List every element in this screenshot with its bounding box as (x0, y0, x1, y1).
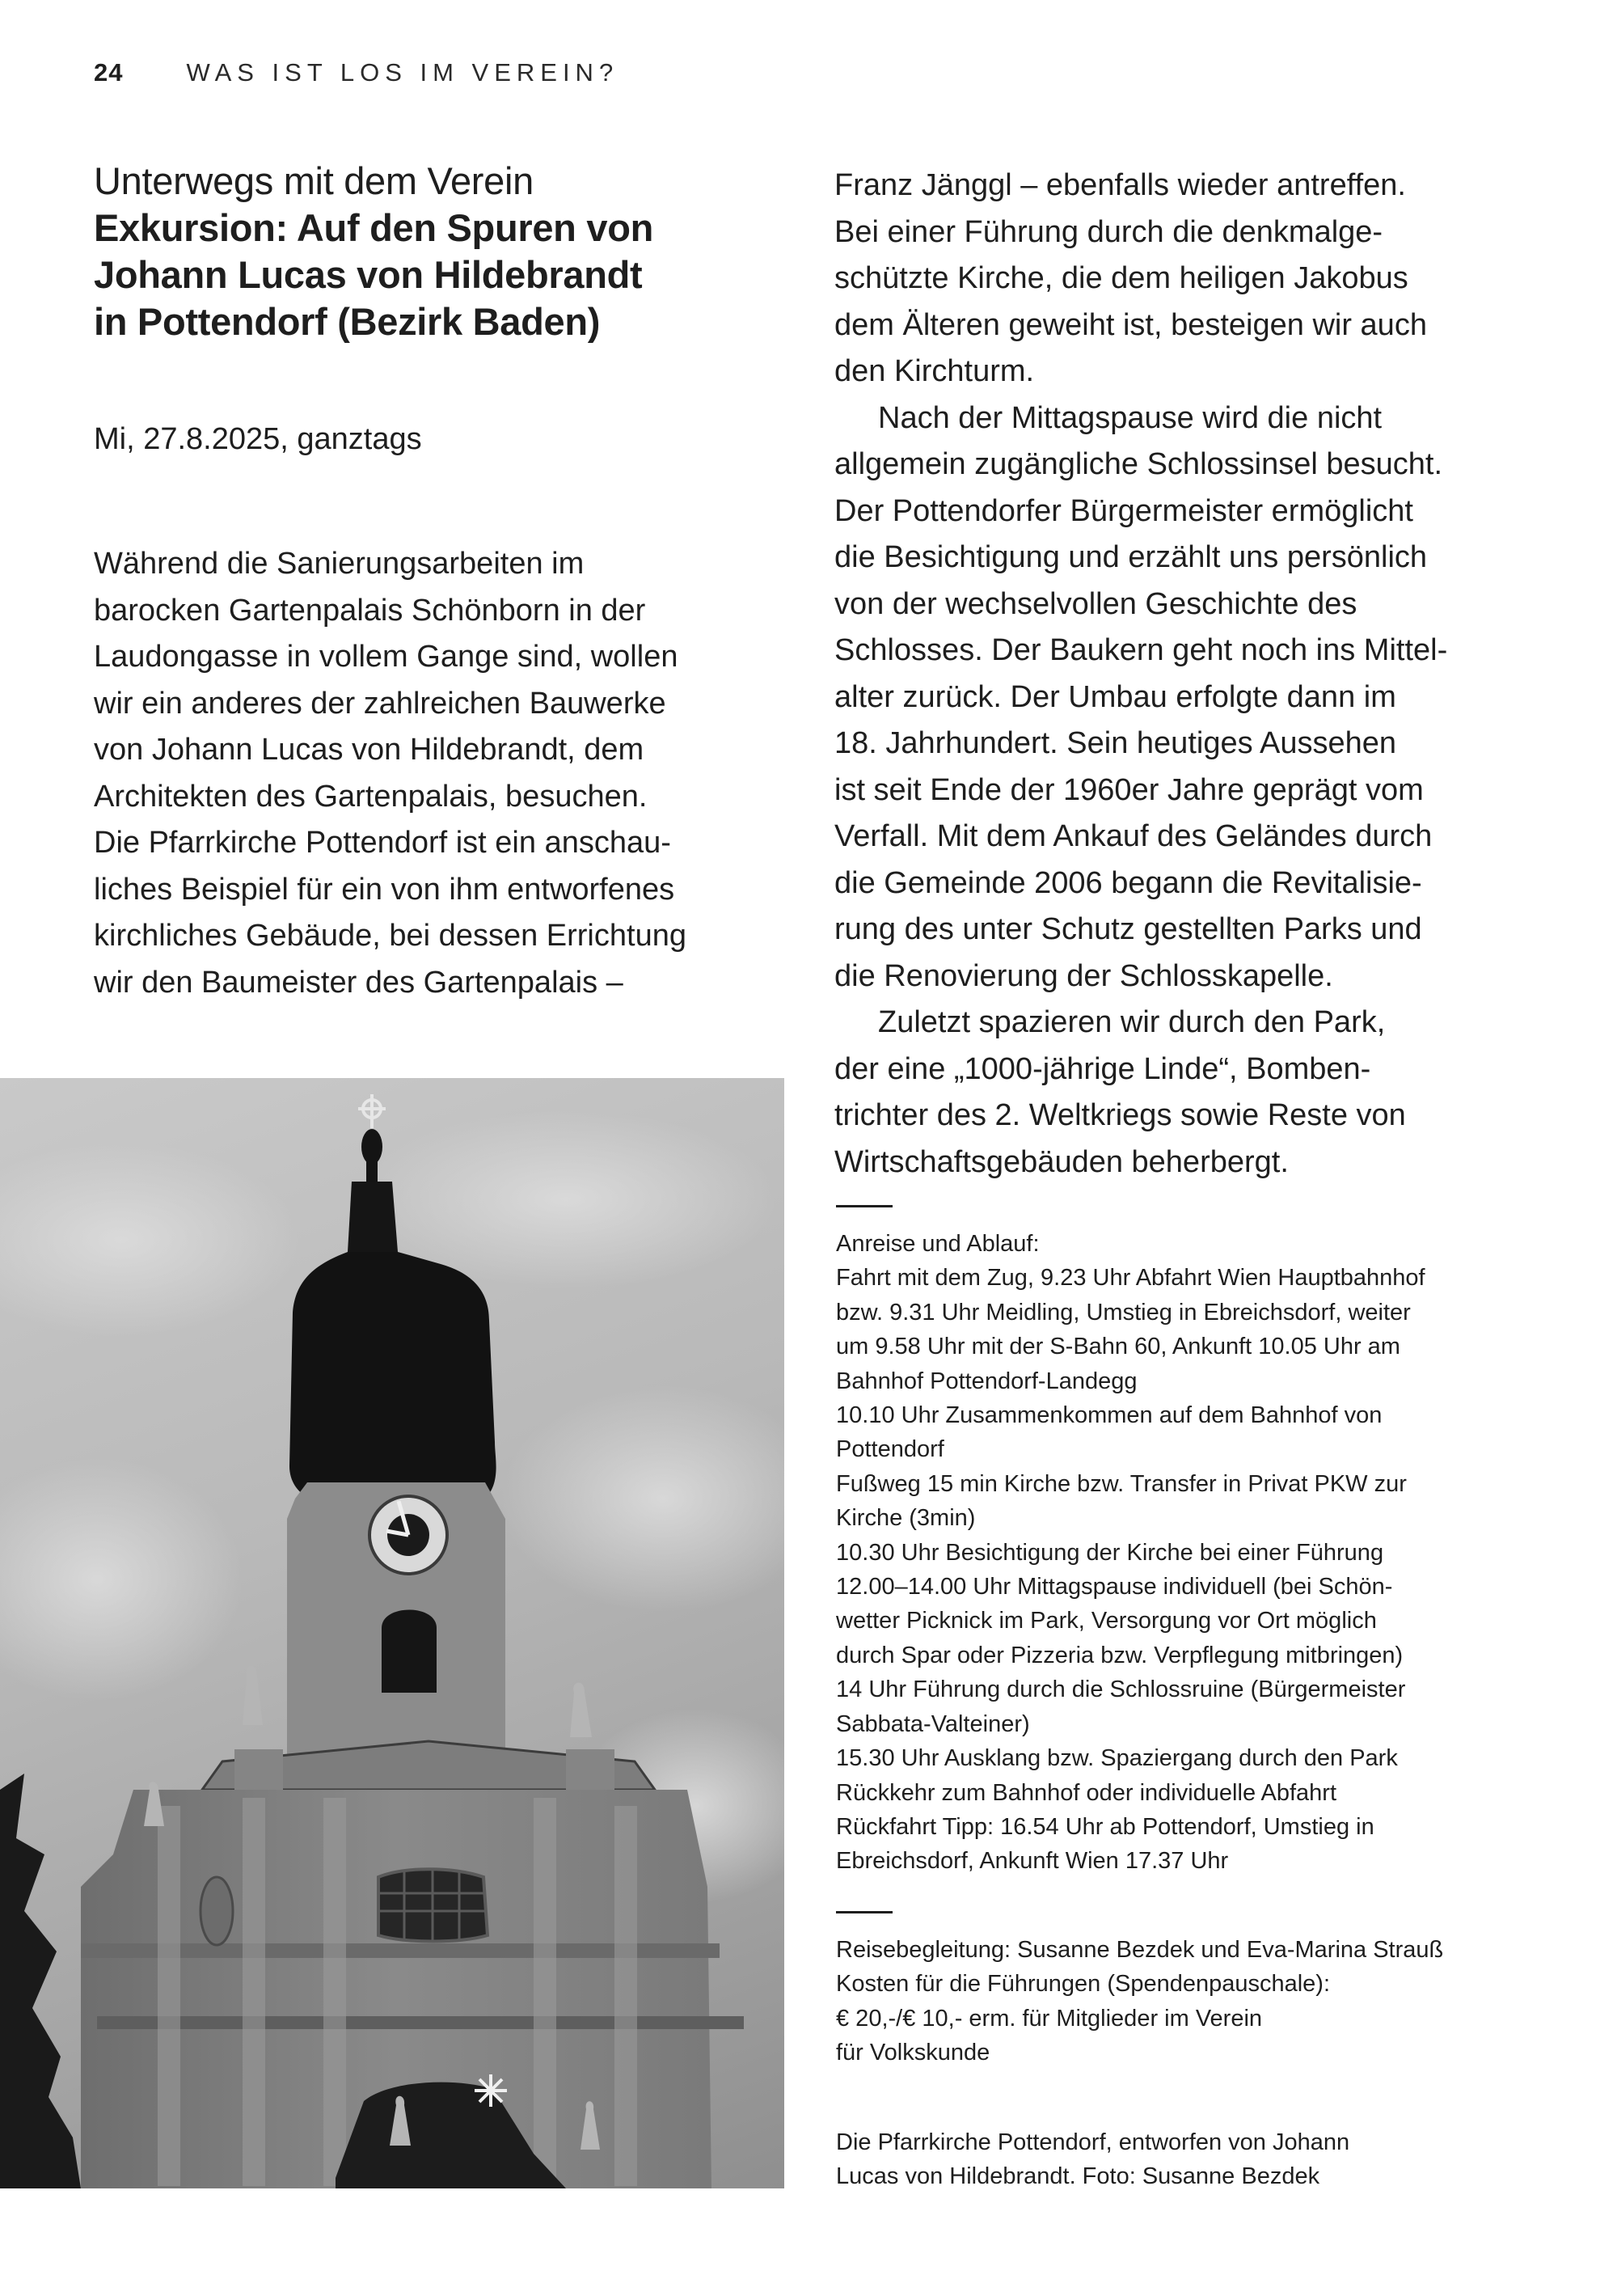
text-line: allgemein zugängliche Schlossinsel besucht. (834, 447, 1443, 481)
text-line: Bei einer Führung durch die denkmalge- (834, 214, 1383, 249)
text-line: Architekten des Gartenpalais, besuchen. (94, 779, 648, 814)
cross-icon (358, 1094, 386, 1128)
text-line: Laudongasse in vollem Gange sind, wollen (94, 640, 678, 674)
info-heading: Anreise und Ablauf: (836, 1231, 1040, 1257)
church-window (378, 1869, 488, 1941)
right-column (834, 163, 1562, 1186)
text-line: Franz Jänggl – ebenfalls wieder antreffen. (834, 168, 1406, 202)
info-line: bzw. 9.31 Uhr Meidling, Umstieg in Ebreichsdorf, weiter (836, 1299, 1411, 1326)
text-line: von der wechselvollen Geschichte des (834, 586, 1357, 621)
church-photo (0, 1078, 784, 2188)
costs-value: € 20,-/€ 10,- erm. für Mitglieder im Verein (836, 2005, 1263, 2032)
text-line: von Johann Lucas von Hildebrandt, dem (94, 733, 644, 767)
info-line: Fußweg 15 min Kirche bzw. Transfer in Privat PKW zur (836, 1470, 1407, 1497)
companions-line: Reisebegleitung: Susanne Bezdek und Eva-Marina Strauß (836, 1937, 1444, 1963)
clock-icon (369, 1496, 447, 1574)
info-line: um 9.58 Uhr mit der S-Bahn 60, Ankunft 10.05 Uhr am (836, 1334, 1400, 1360)
running-head (94, 57, 619, 89)
info-line: Rückfahrt Tipp: 16.54 Uhr ab Pottendorf, Umstieg in (836, 1813, 1374, 1840)
page-number: 24 (94, 58, 124, 87)
text-line: kirchliches Gebäude, bei dessen Errichtung (94, 919, 686, 953)
text-line: Während die Sanierungsarbeiten im (94, 547, 585, 581)
left-column (94, 158, 789, 1006)
headline-line: in Pottendorf (Bezirk Baden) (94, 300, 601, 343)
headline-line: Johann Lucas von Hildebrandt (94, 253, 643, 296)
text-line: Wirtschaftsgebäuden beherbergt. (834, 1144, 1289, 1179)
caption-line: Lucas von Hildebrandt. Foto: Susanne Bezdek (836, 2163, 1320, 2190)
info-line: Kirche (3min) (836, 1505, 976, 1532)
church-illustration (0, 1078, 784, 2188)
info-line: Sabbata-Valteiner) (836, 1710, 1030, 1737)
article-headline (94, 205, 789, 345)
section-title: WAS IST LOS IM VEREIN? (186, 58, 619, 87)
body-text (834, 163, 1562, 1186)
text-line: die Gemeinde 2006 begann die Revitalisie- (834, 865, 1422, 900)
headline-line: Exkursion: Auf den Spuren von (94, 206, 654, 249)
text-line: wir ein anderes der zahlreichen Bauwerke (94, 686, 666, 721)
info-line: durch Spar oder Pizzeria bzw. Verpflegung mitbringen) (836, 1642, 1404, 1668)
tree (0, 1774, 81, 2188)
info-line: Pottendorf (836, 1436, 944, 1463)
text-line: trichter des 2. Weltkriegs sowie Reste von (834, 1098, 1406, 1132)
text-line: Die Pfarrkirche Pottendorf ist ein anschau- (94, 826, 671, 860)
divider-rule (836, 1911, 893, 1913)
text-line: Zuletzt spazieren wir durch den Park, (878, 1005, 1386, 1039)
companions-and-costs (836, 1933, 1596, 2070)
info-line: 10.30 Uhr Besichtigung der Kirche bei einer Führung (836, 1539, 1384, 1566)
text-line: Verfall. Mit dem Ankauf des Geländes durch (834, 819, 1433, 853)
photo-caption (836, 2125, 1596, 2194)
text-line: Der Pottendorfer Bürgermeister ermöglicht (834, 493, 1413, 528)
caption-line: Die Pfarrkirche Pottendorf, entworfen von Johann (836, 2129, 1350, 2155)
text-line: der eine „1000-jährige Linde“, Bomben- (834, 1051, 1371, 1086)
info-line: 15.30 Uhr Ausklang bzw. Spaziergang durch den Park (836, 1745, 1398, 1772)
divider-rule (836, 1205, 893, 1207)
info-line: 14 Uhr Führung durch die Schlossruine (Bürgermeister (836, 1677, 1406, 1703)
event-date: Mi, 27.8.2025, ganztags (94, 422, 422, 456)
article-kicker: Unterwegs mit dem Verein (94, 159, 534, 202)
text-line: 18. Jahrhundert. Sein heutiges Aussehen (834, 726, 1397, 760)
text-line: alter zurück. Der Umbau erfolgte dann im (834, 679, 1396, 714)
text-line: den Kirchturm. (834, 354, 1035, 388)
info-line: 10.10 Uhr Zusammenkommen auf dem Bahnhof von (836, 1402, 1383, 1429)
text-line: die Renovierung der Schlosskapelle. (834, 958, 1333, 993)
info-line: Ebreichsdorf, Ankunft Wien 17.37 Uhr (836, 1848, 1229, 1875)
text-line: rung des unter Schutz gestellten Parks und (834, 912, 1422, 946)
text-line: wir den Baumeister des Gartenpalais – (94, 965, 623, 1000)
text-line: Nach der Mittagspause wird die nicht (878, 400, 1383, 435)
info-line: Bahnhof Pottendorf-Landegg (836, 1368, 1138, 1394)
text-line: ist seit Ende der 1960er Jahre geprägt vom (834, 772, 1424, 807)
info-line: wetter Picknick im Park, Versorgung vor Ort möglich (836, 1608, 1377, 1634)
text-line: die Besichtigung und erzählt uns persönlich (834, 540, 1428, 574)
info-line: Fahrt mit dem Zug, 9.23 Uhr Abfahrt Wien Hauptbahnhof (836, 1265, 1425, 1292)
travel-info (836, 1227, 1596, 1879)
text-line: schützte Kirche, die dem heiligen Jakobus (834, 261, 1408, 295)
info-line: Rückkehr zum Bahnhof oder individuelle Abfahrt (836, 1779, 1337, 1806)
onion-dome (289, 1252, 496, 1499)
costs-label: Kosten für die Führungen (Spendenpauschale): (836, 1971, 1331, 1998)
text-line: Schlosses. Der Baukern geht noch ins Mittel- (834, 633, 1448, 667)
text-line: liches Beispiel für ein von ihm entworfenes (94, 872, 675, 907)
text-line: dem Älteren geweiht ist, besteigen wir auch (834, 307, 1427, 342)
text-line: barocken Gartenpalais Schönborn in der (94, 593, 646, 628)
star-icon (475, 2074, 507, 2107)
info-line: 12.00–14.00 Uhr Mittagspause individuell (bei Schön- (836, 1574, 1393, 1600)
intro-paragraph (94, 541, 789, 1006)
belfry-window (382, 1610, 437, 1693)
costs-value: für Volkskunde (836, 2040, 990, 2066)
